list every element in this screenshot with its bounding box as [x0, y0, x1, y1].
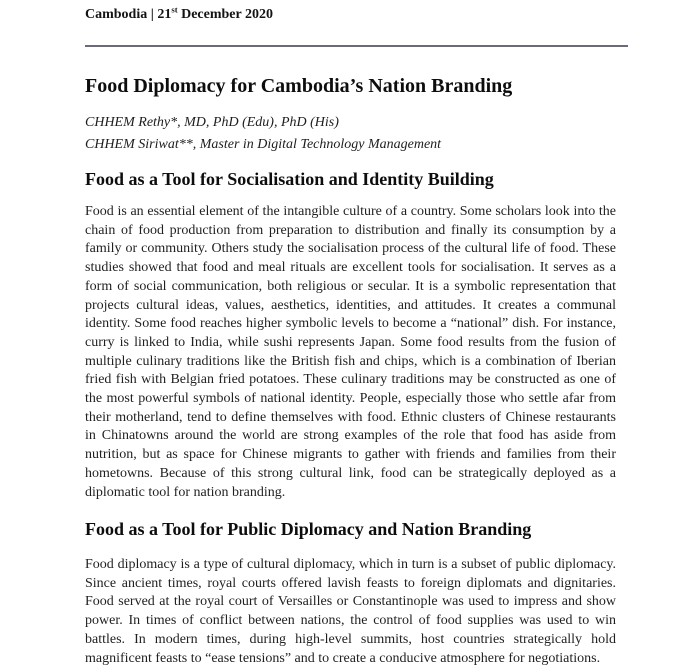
author-line-1: CHHEM Rethy*, MD, PhD (Edu), PhD (His)	[85, 115, 339, 130]
dateline-ordinal-suffix: st	[171, 4, 178, 15]
section-paragraph-public-diplomacy: Food diplomacy is a type of cultural diplomacy, which in turn is a subset of public diplomacy. Since ancient times, royal courts offered lavish feasts to foreign diplomats and dignitaries. Food served at the royal court of Versailles or Constantinople was used to impress and show power. In times of conflict between nations, the control of food supplies was used to win battles. In modern times, during high-level summits, host countries strategically hold magnificent feasts to “ease tensions” and to create a conducive atmosphere for negotiations.	[85, 557, 616, 666]
author-block	[85, 112, 441, 156]
section-paragraph-socialisation: Food is an essential element of the intangible culture of a country. Some scholars look into the chain of food production from preparation to distribution and finally its consumption by a family or community. Others study the socialisation process of the cultural life of food. These studies showed that food and meal rituals are excellent tools for socialisation. It serves as a form of social communication, both religious or secular. It is a symbolic representation that projects cultural ideas, values, aesthetics, identities, and attitudes. It creates a communal identity. Some food reaches higher symbolic levels to become a “national” dish. For instance, curry is linked to India, while sushi represents Japan. Some food results from the fusion of multiple culinary traditions like the British fish and chips, which is a combination of Iberian fried fish with Belgian fried potatoes. These culinary traditions may be constructed as one of the most powerful symbols of national identity. People, especially those who settle afar from their motherland, tend to define themselves with food. Ethnic clusters of Chinese restaurants in Chinatowns around the world are strong examples of the role that food has aside from nutrition, but as space for Chinese migrants to gather with friends and families from their hometowns. Because of this strong cultural link, food can be strategically deployed as a diplomatic tool for nation branding.	[85, 204, 616, 500]
dateline-text: Cambodia | 21	[85, 7, 172, 22]
dateline	[85, 5, 273, 25]
article-title: Food Diplomacy for Cambodia’s Nation Branding	[85, 75, 513, 97]
header-divider-rule	[85, 45, 628, 47]
dateline-date: December 2020	[177, 7, 273, 22]
section-heading-socialisation: Food as a Tool for Socialisation and Identity Building	[85, 169, 494, 189]
author-line-2: CHHEM Siriwat**, Master in Digital Technology Management	[85, 137, 442, 152]
section-heading-public-diplomacy: Food as a Tool for Public Diplomacy and Nation Branding	[85, 519, 532, 539]
